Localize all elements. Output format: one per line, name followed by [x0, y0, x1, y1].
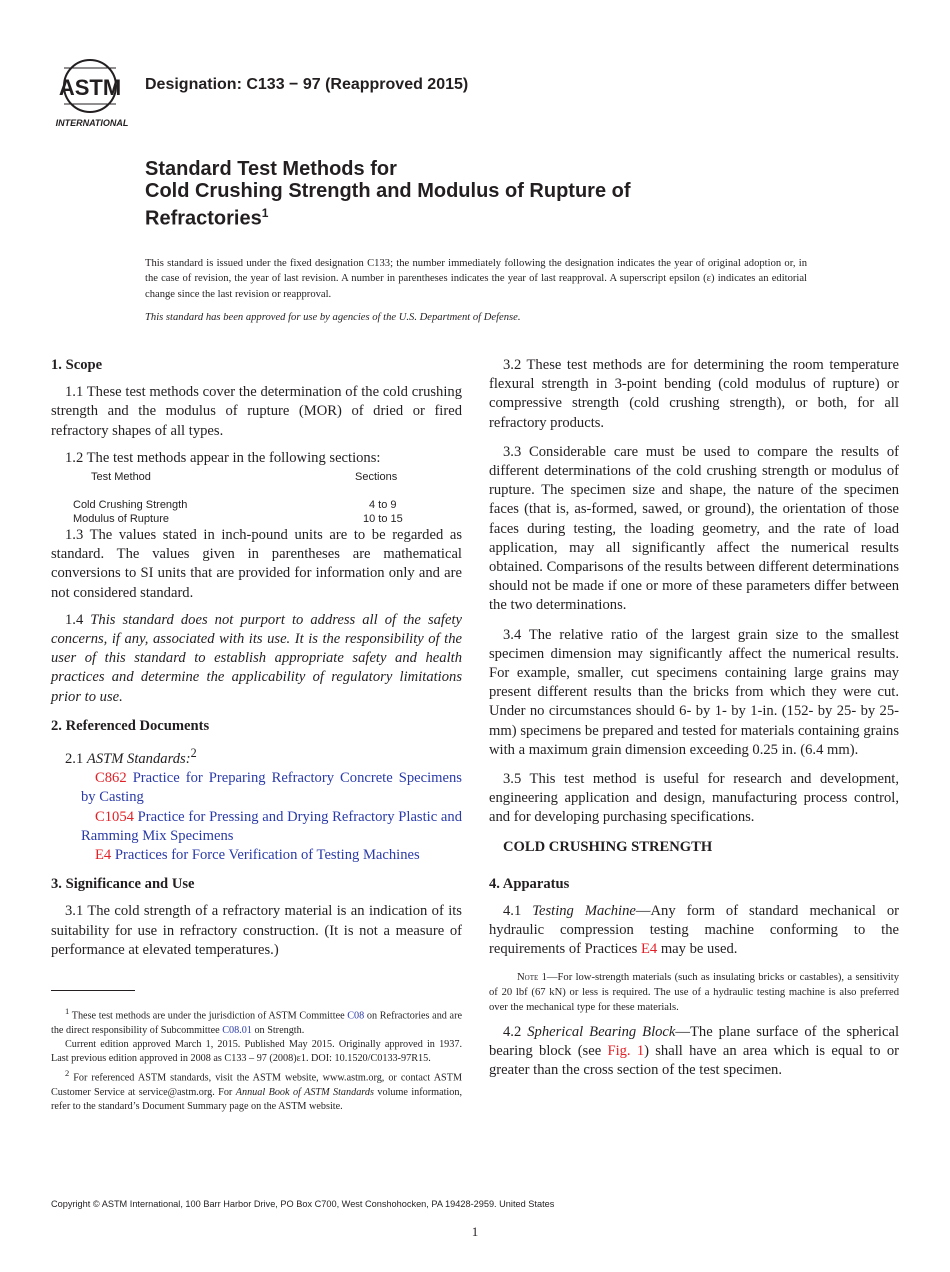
- table-cell-sections: 10 to 15: [363, 513, 403, 526]
- cold-crushing-strength-heading: COLD CRUSHING STRENGTH: [503, 838, 713, 855]
- para-1-2: 1.2 The test methods appear in the following sections:: [65, 449, 381, 466]
- footnote-2: $^2$ For referenced ASTM standards, visit the ASTM website, www.astm.org, or contact ASTM Customer Service at service@astm.org. For Annual Book of ASTM Standards volume information, refer to the standard’s Document Summary page on the ASTM website.: [51, 1068, 463, 1112]
- page-number: 1: [471, 1224, 479, 1239]
- note-1: Note 1—For low-strength materials (such as insulating bricks or castables), a sensitivity of 20 lbf (67 kN) or less is required. The use of a hydraulic testing machine is also preferred over the mechanical type for these materials.: [489, 971, 900, 1013]
- table-row: [73, 512, 403, 526]
- reference-code-link[interactable]: C862: [95, 770, 127, 787]
- para-1-4: 1.4 This standard does not purport to address all of the safety concerns, if any, associated with its use. It is the responsibility of the user of this standard to establish appropriate safety and health practices and determine the applicability of regulatory limitations prior to use.: [51, 611, 462, 705]
- para-3-3: 3.3 Considerable care must be used to compare the results of different determinations of the cold crushing strength or modulus of rupture. The specimen size and shape, the nature of the specimen faces (that is, as-formed, sawed, or ground), the orientation of those faces during testing, the loading geometry, and the rate of load application, may all significantly affect the numerical results obtained. Comparisons of the results between different determinations should not be made if one or more of these parameters differ between the two determinations.: [489, 443, 899, 614]
- figure-1-link[interactable]: Fig. 1: [607, 1042, 645, 1059]
- section-heading-apparatus: 4. Apparatus: [489, 875, 570, 892]
- left-column: [51, 356, 462, 960]
- title-line-3: Refractories: [145, 207, 262, 230]
- para-4-1: 4.1 Testing Machine—Any form of standard mechanical or hydraulic compression testing machine conforming to the requirements of Practices E4 may be used.: [489, 903, 900, 958]
- reference-item[interactable]: [51, 808, 462, 846]
- reference-title-link[interactable]: Practice for Pressing and Drying Refractory Plastic and Ramming Mix Specimens: [81, 808, 462, 844]
- footnote-1: $^1$ These test methods are under the jurisdiction of ASTM Committee C08 on Refractories and are the direct responsibility of Subcommittee C08.01 on Strength.: [51, 1006, 462, 1036]
- title-line-2: Cold Crushing Strength and Modulus of Rupture of: [145, 180, 631, 202]
- reference-code-link[interactable]: E4: [95, 846, 112, 863]
- astm-logo: [54, 58, 134, 130]
- title-footnote-mark: 1: [261, 206, 269, 220]
- para-3-5: 3.5 This test method is useful for research and development, engineering application and design, manufacturing process control, and for developing purchasing specifications.: [489, 771, 899, 826]
- reference-title-link[interactable]: Practices for Force Verification of Testing Machines: [114, 846, 420, 863]
- subcommittee-link[interactable]: C08.01: [222, 1024, 252, 1036]
- reference-code-link[interactable]: C1054: [95, 808, 134, 825]
- para-1-1: 1.1 These test methods cover the determination of the cold crushing strength and the modulus of rupture (MOR) of dried or fired refractory shapes of all types.: [51, 384, 462, 439]
- reference-item[interactable]: [51, 846, 462, 865]
- sections-table: [73, 470, 403, 526]
- section-heading-significance: 3. Significance and Use: [51, 876, 195, 893]
- table-header-sections: Sections: [355, 471, 398, 484]
- table-cell-sections: 4 to 9: [369, 499, 397, 512]
- copyright-notice: Copyright © ASTM International, 100 Barr Harbor Drive, PO Box C700, West Conshohocken, PA 19428-2959. United States: [51, 1199, 555, 1209]
- table-header-method: Test Method: [91, 471, 151, 484]
- table-row: [73, 498, 403, 512]
- reference-item[interactable]: [51, 769, 462, 807]
- para-3-4: 3.4 The relative ratio of the largest grain size to the smallest specimen dimension may significantly affect the numerical results. For example, smaller, cut specimens containing large grains may present different results than the bricks from which they were cut. Under no circumstances should 6- by 1- by 1-in. (152- by 25- by 25-mm) specimens be prepared and tested for materials containing grains with a maximum grain dimension exceeding 0.25 in. (6.4 mm).: [489, 626, 899, 758]
- footnotes: [51, 1004, 462, 1114]
- section-heading-scope: 1. Scope: [51, 357, 103, 373]
- issuance-note: This standard is issued under the fixed designation C133; the number immediately following the designation indicates the year of original adoption or, in the case of revision, the year of last revision. A number in parentheses indicates the year of last reapproval. A superscript epsilon (ε) indicates an editorial change since the last revision or reapproval.: [145, 258, 807, 300]
- document-title: [145, 158, 865, 230]
- right-column: [489, 356, 899, 1080]
- para-2-1: 2.1 ASTM Standards:$^2$: [65, 746, 197, 767]
- footnote-divider: [51, 990, 135, 991]
- table-cell-method: Modulus of Rupture: [73, 513, 169, 526]
- logo-text: ASTM: [58, 75, 122, 100]
- committee-link[interactable]: C08: [347, 1010, 365, 1022]
- para-4-2: 4.2 Spherical Bearing Block—The plane surface of the spherical bearing block (see Fig. 1) shall have an area which is equal to or greater than the cross section of the test specimen.: [489, 1023, 899, 1079]
- table-cell-method: Cold Crushing Strength: [73, 499, 188, 512]
- designation: Designation: C133 − 97 (Reapproved 2015): [145, 76, 469, 93]
- footnote-1-continued: Current edition approved March 1, 2015. Published May 2015. Originally approved in 1937. Last previous edition approved in 2008 as C133 – 97 (2008)ε1. DOI: 10.1520/C0133-97R15.: [51, 1038, 462, 1064]
- para-1-3: 1.3 The values stated in inch-pound units are to be regarded as standard. The values given in parentheses are mathematical conversions to SI units that are provided for information only and are not considered standard.: [51, 527, 462, 601]
- section-heading-referenced: 2. Referenced Documents: [51, 717, 210, 734]
- para-3-1: 3.1 The cold strength of a refractory material is an indication of its suitability for use in refractory construction. (It is not a measure of performance at elevated temperatures.): [51, 903, 462, 958]
- reference-title-link[interactable]: Practice for Preparing Refractory Concrete Specimens by Casting: [81, 770, 462, 806]
- para-3-2: 3.2 These test methods are for determining the room temperature flexural strength in 3-point bending (cold modulus of rupture) or compressive strength (cold crushing strength), or both, for all refractory products.: [489, 357, 899, 431]
- dod-approval-note: This standard has been approved for use by agencies of the U.S. Department of Defense.: [145, 312, 521, 323]
- title-line-1: Standard Test Methods for: [145, 158, 397, 180]
- practice-e4-link[interactable]: E4: [640, 941, 658, 958]
- logo-subtext: INTERNATIONAL: [55, 118, 129, 128]
